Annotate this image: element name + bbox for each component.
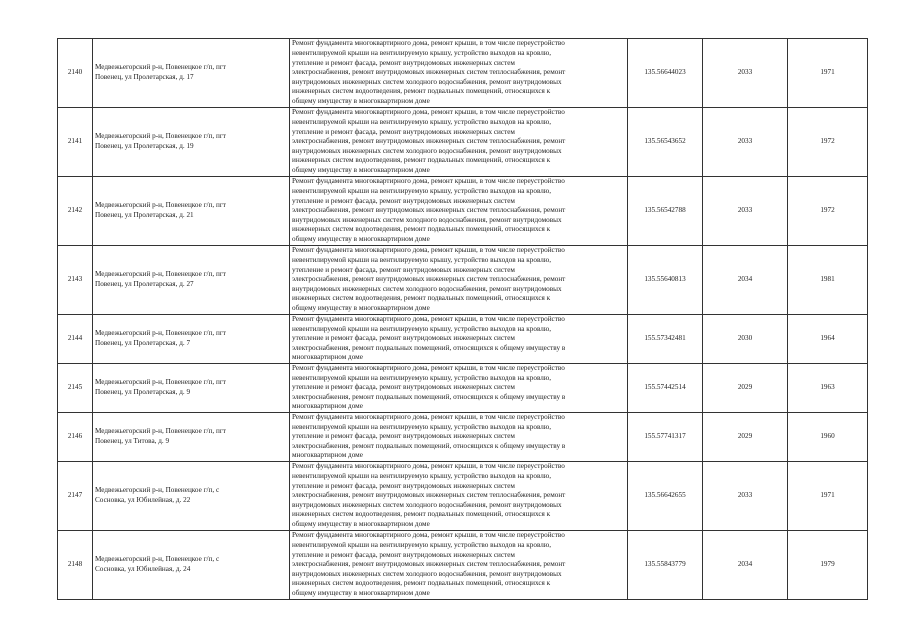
- work-line: электроснабжения, ремонт внутридомовых инженерных систем теплоснабжения, ремонт: [292, 275, 566, 284]
- work-line: невентилируемой крыши на вентилируемую крышу, устройство выходов на кровлю,: [292, 373, 552, 382]
- address-line: Повенец, ул Титова, д. 9: [95, 437, 170, 445]
- address-line: Повенец, ул Пролетарская, д. 21: [95, 211, 194, 219]
- address-line: Повенец, ул Пролетарская, д. 19: [95, 142, 194, 150]
- build-year-cell: 1964: [788, 315, 868, 364]
- work-description-cell: [290, 315, 628, 364]
- row-number: 2140: [58, 39, 93, 108]
- work-line: электроснабжения, ремонт внутридомовых инженерных систем теплоснабжения, ремонт: [292, 68, 566, 77]
- address-line: Сосновка, ул Юбилейная, д. 22: [95, 496, 191, 504]
- table-row: [58, 413, 868, 462]
- work-line: внутридомовых инженерных систем холодного водоснабжения, ремонт внутридомовых: [292, 215, 562, 224]
- table-row: [58, 108, 868, 177]
- work-line: Ремонт фундамента многоквартирного дома, ремонт крыши, в том числе переустройство: [292, 246, 565, 255]
- build-year-cell: 1971: [788, 462, 868, 531]
- work-line: утепление и ремонт фасада, ремонт внутридомовых инженерных систем: [292, 334, 515, 343]
- table-row: [58, 462, 868, 531]
- address-line: Повенец, ул Пролетарская, д. 17: [95, 73, 194, 81]
- row-number: 2148: [58, 531, 93, 600]
- work-line: общему имуществу в многоквартирном доме: [292, 588, 430, 597]
- cost-cell: 155.57741317: [628, 413, 703, 462]
- work-description-cell: [290, 246, 628, 315]
- work-line: общему имуществу в многоквартирном доме: [292, 519, 430, 528]
- work-line: многоквартирном доме: [292, 451, 363, 460]
- planned-year-cell: 2033: [703, 462, 788, 531]
- address-line: Медвежьегорский р-н, Повенецкое г/п, пгт: [95, 63, 226, 72]
- cost-cell: 135.55843779: [628, 531, 703, 600]
- work-line: инженерных систем водоотведения, ремонт подвальных помещений, относящихся к: [292, 87, 551, 96]
- planned-year-cell: 2029: [703, 364, 788, 413]
- work-line: Ремонт фундамента многоквартирного дома, ремонт крыши, в том числе переустройство: [292, 462, 565, 471]
- address-line: Медвежьегорский р-н, Повенецкое г/п, пгт: [95, 329, 226, 338]
- work-line: утепление и ремонт фасада, ремонт внутридомовых инженерных систем: [292, 196, 515, 205]
- work-line: невентилируемой крыши на вентилируемую крышу, устройство выходов на кровлю,: [292, 187, 552, 196]
- work-line: невентилируемой крыши на вентилируемую крышу, устройство выходов на кровлю,: [292, 324, 552, 333]
- address-cell: [93, 246, 290, 315]
- work-line: Ремонт фундамента многоквартирного дома, ремонт крыши, в том числе переустройство: [292, 413, 565, 422]
- planned-year-cell: 2030: [703, 315, 788, 364]
- work-line: невентилируемой крыши на вентилируемую крышу, устройство выходов на кровлю,: [292, 49, 552, 58]
- planned-year-cell: 2033: [703, 39, 788, 108]
- work-line: электроснабжения, ремонт внутридомовых инженерных систем теплоснабжения, ремонт: [292, 137, 566, 146]
- planned-year-cell: 2034: [703, 531, 788, 600]
- work-line: невентилируемой крыши на вентилируемую крышу, устройство выходов на кровлю,: [292, 541, 552, 550]
- build-year-cell: 1981: [788, 246, 868, 315]
- capital-repair-table: [57, 38, 868, 600]
- address-cell: [93, 108, 290, 177]
- address-line: Медвежьегорский р-н, Повенецкое г/п, с: [95, 486, 220, 495]
- address-line: Медвежьегорский р-н, Повенецкое г/п, пгт: [95, 132, 226, 141]
- address-line: Повенец, ул Пролетарская, д. 7: [95, 339, 191, 347]
- address-line: Повенец, ул Пролетарская, д. 27: [95, 280, 194, 288]
- work-line: электроснабжения, ремонт подвальных помещений, относящихся к общему имуществу в: [292, 392, 566, 401]
- work-line: Ремонт фундамента многоквартирного дома, ремонт крыши, в том числе переустройство: [292, 315, 565, 324]
- build-year-cell: 1971: [788, 39, 868, 108]
- table-row: [58, 246, 868, 315]
- work-line: утепление и ремонт фасада, ремонт внутридомовых инженерных систем: [292, 58, 515, 67]
- address-line: Медвежьегорский р-н, Повенецкое г/п, пгт: [95, 378, 226, 387]
- cost-cell: 155.57442514: [628, 364, 703, 413]
- work-line: внутридомовых инженерных систем холодного водоснабжения, ремонт внутридомовых: [292, 284, 562, 293]
- build-year-cell: 1972: [788, 108, 868, 177]
- work-line: Ремонт фундамента многоквартирного дома, ремонт крыши, в том числе переустройство: [292, 39, 565, 48]
- work-line: многоквартирном доме: [292, 402, 363, 411]
- cost-cell: 135.56642655: [628, 462, 703, 531]
- planned-year-cell: 2033: [703, 177, 788, 246]
- work-description-cell: [290, 364, 628, 413]
- table-row: [58, 315, 868, 364]
- document-page: [57, 38, 851, 600]
- work-line: Ремонт фундамента многоквартирного дома, ремонт крыши, в том числе переустройство: [292, 531, 565, 540]
- address-cell: [93, 315, 290, 364]
- cost-cell: 135.56644023: [628, 39, 703, 108]
- address-cell: [93, 413, 290, 462]
- cost-cell: 135.56542788: [628, 177, 703, 246]
- work-line: электроснабжения, ремонт внутридомовых инженерных систем теплоснабжения, ремонт: [292, 491, 566, 500]
- work-line: общему имуществу в многоквартирном доме: [292, 165, 430, 174]
- work-line: электроснабжения, ремонт внутридомовых инженерных систем теплоснабжения, ремонт: [292, 206, 566, 215]
- address-line: Медвежьегорский р-н, Повенецкое г/п, пгт: [95, 201, 226, 210]
- address-line: Медвежьегорский р-н, Повенецкое г/п, пгт: [95, 427, 226, 436]
- work-line: утепление и ремонт фасада, ремонт внутридомовых инженерных систем: [292, 550, 515, 559]
- work-line: общему имуществу в многоквартирном доме: [292, 234, 430, 243]
- build-year-cell: 1960: [788, 413, 868, 462]
- work-description-cell: [290, 177, 628, 246]
- work-line: внутридомовых инженерных систем холодного водоснабжения, ремонт внутридомовых: [292, 569, 562, 578]
- work-line: утепление и ремонт фасада, ремонт внутридомовых инженерных систем: [292, 127, 515, 136]
- work-line: утепление и ремонт фасада, ремонт внутридомовых инженерных систем: [292, 481, 515, 490]
- work-line: электроснабжения, ремонт подвальных помещений, относящихся к общему имуществу в: [292, 441, 566, 450]
- table-row: [58, 531, 868, 600]
- address-line: Медвежьегорский р-н, Повенецкое г/п, пгт: [95, 270, 226, 279]
- address-line: Сосновка, ул Юбилейная, д. 24: [95, 565, 191, 573]
- work-line: невентилируемой крыши на вентилируемую крышу, устройство выходов на кровлю,: [292, 422, 552, 431]
- row-number: 2146: [58, 413, 93, 462]
- row-number: 2147: [58, 462, 93, 531]
- work-line: невентилируемой крыши на вентилируемую крышу, устройство выходов на кровлю,: [292, 472, 552, 481]
- work-line: инженерных систем водоотведения, ремонт подвальных помещений, относящихся к: [292, 510, 551, 519]
- address-cell: [93, 364, 290, 413]
- table-row: [58, 364, 868, 413]
- work-line: Ремонт фундамента многоквартирного дома, ремонт крыши, в том числе переустройство: [292, 364, 565, 373]
- build-year-cell: 1972: [788, 177, 868, 246]
- cost-cell: 135.55640813: [628, 246, 703, 315]
- work-line: внутридомовых инженерных систем холодного водоснабжения, ремонт внутридомовых: [292, 77, 562, 86]
- table-row: [58, 39, 868, 108]
- work-line: внутридомовых инженерных систем холодного водоснабжения, ремонт внутридомовых: [292, 500, 562, 509]
- work-line: инженерных систем водоотведения, ремонт подвальных помещений, относящихся к: [292, 156, 551, 165]
- address-cell: [93, 531, 290, 600]
- build-year-cell: 1979: [788, 531, 868, 600]
- work-line: общему имуществу в многоквартирном доме: [292, 303, 430, 312]
- address-cell: [93, 462, 290, 531]
- work-line: Ремонт фундамента многоквартирного дома, ремонт крыши, в том числе переустройство: [292, 108, 565, 117]
- row-number: 2145: [58, 364, 93, 413]
- row-number: 2141: [58, 108, 93, 177]
- address-line: Повенец, ул Пролетарская, д. 9: [95, 388, 191, 396]
- cost-cell: 155.57342481: [628, 315, 703, 364]
- table-row: [58, 177, 868, 246]
- work-line: инженерных систем водоотведения, ремонт подвальных помещений, относящихся к: [292, 225, 551, 234]
- work-line: невентилируемой крыши на вентилируемую крышу, устройство выходов на кровлю,: [292, 118, 552, 127]
- work-line: общему имуществу в многоквартирном доме: [292, 96, 430, 105]
- address-line: Медвежьегорский р-н, Повенецкое г/п, с: [95, 555, 220, 564]
- cost-cell: 135.56543652: [628, 108, 703, 177]
- address-cell: [93, 177, 290, 246]
- work-description-cell: [290, 39, 628, 108]
- work-line: многоквартирном доме: [292, 353, 363, 362]
- work-line: электроснабжения, ремонт внутридомовых инженерных систем теплоснабжения, ремонт: [292, 560, 566, 569]
- work-description-cell: [290, 108, 628, 177]
- planned-year-cell: 2029: [703, 413, 788, 462]
- planned-year-cell: 2034: [703, 246, 788, 315]
- row-number: 2142: [58, 177, 93, 246]
- work-line: утепление и ремонт фасада, ремонт внутридомовых инженерных систем: [292, 432, 515, 441]
- build-year-cell: 1963: [788, 364, 868, 413]
- row-number: 2143: [58, 246, 93, 315]
- table-body: [58, 39, 868, 600]
- address-cell: [93, 39, 290, 108]
- work-description-cell: [290, 462, 628, 531]
- work-line: внутридомовых инженерных систем холодного водоснабжения, ремонт внутридомовых: [292, 146, 562, 155]
- work-line: невентилируемой крыши на вентилируемую крышу, устройство выходов на кровлю,: [292, 256, 552, 265]
- work-line: утепление и ремонт фасада, ремонт внутридомовых инженерных систем: [292, 265, 515, 274]
- work-line: инженерных систем водоотведения, ремонт подвальных помещений, относящихся к: [292, 294, 551, 303]
- work-line: Ремонт фундамента многоквартирного дома, ремонт крыши, в том числе переустройство: [292, 177, 565, 186]
- work-description-cell: [290, 531, 628, 600]
- row-number: 2144: [58, 315, 93, 364]
- work-line: утепление и ремонт фасада, ремонт внутридомовых инженерных систем: [292, 383, 515, 392]
- planned-year-cell: 2033: [703, 108, 788, 177]
- work-line: инженерных систем водоотведения, ремонт подвальных помещений, относящихся к: [292, 579, 551, 588]
- work-line: электроснабжения, ремонт подвальных помещений, относящихся к общему имуществу в: [292, 343, 566, 352]
- work-description-cell: [290, 413, 628, 462]
